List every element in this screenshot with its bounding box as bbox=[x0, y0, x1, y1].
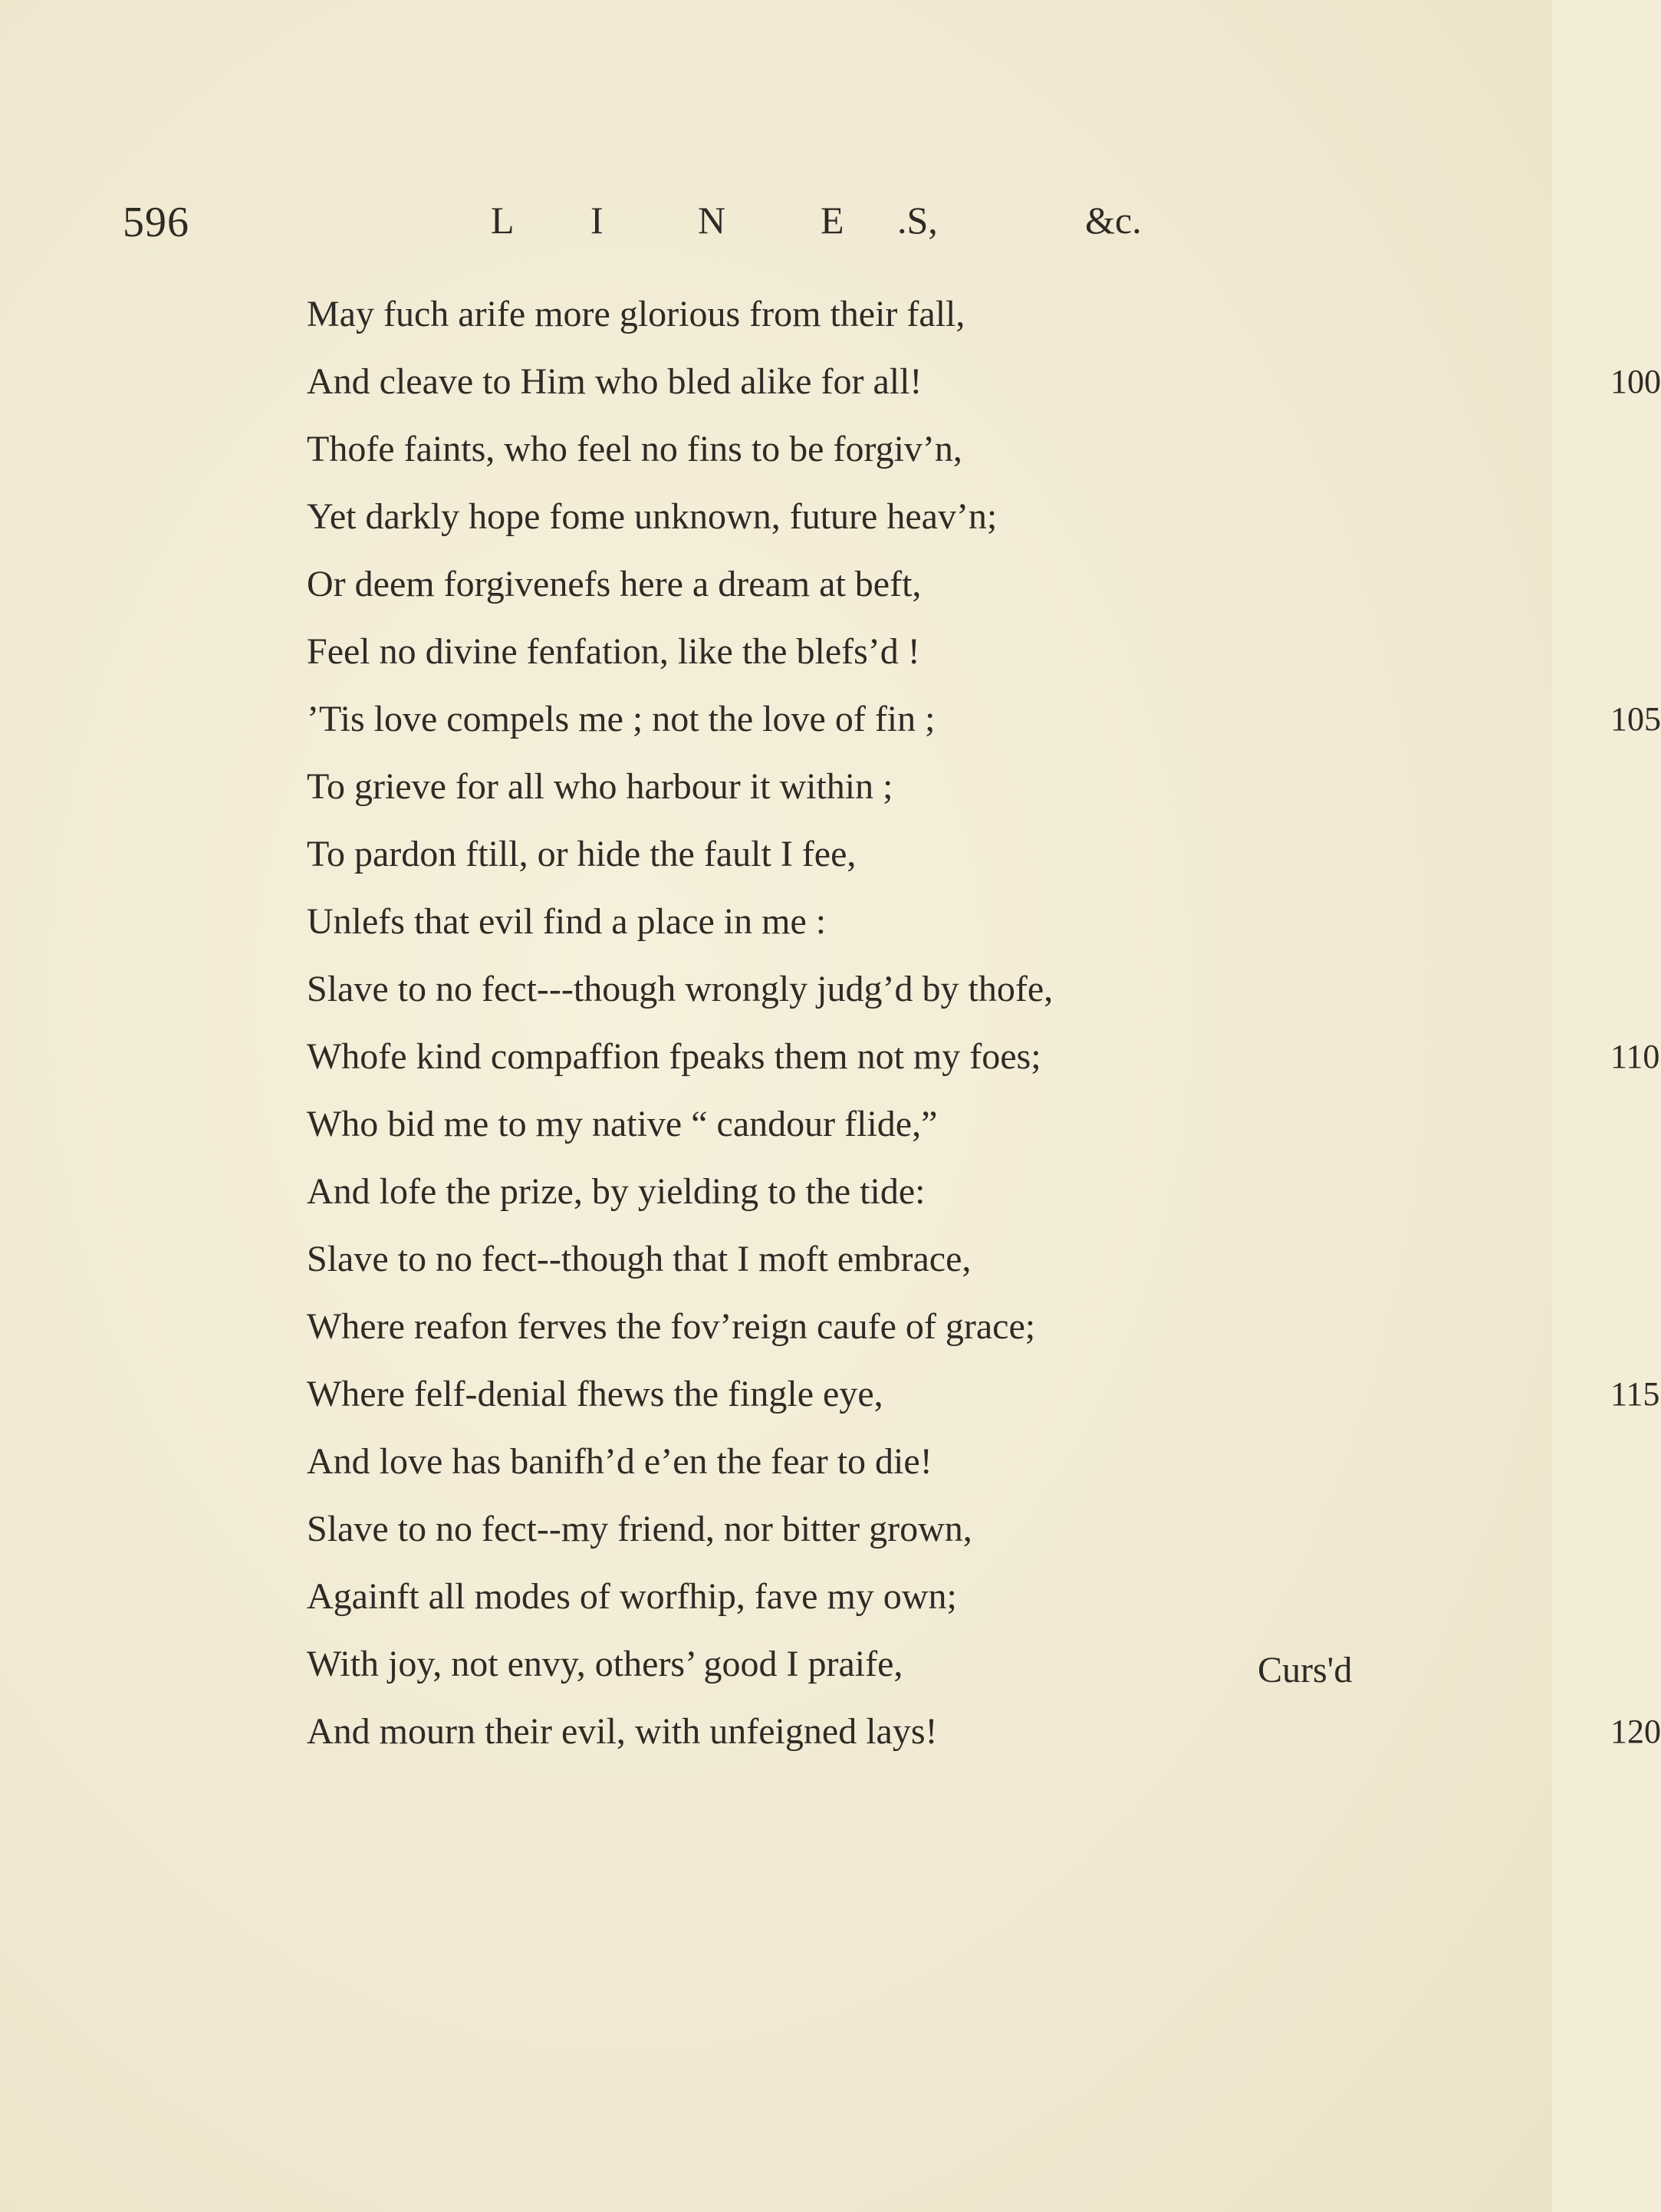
verse-line: ’Tis love compels me ; not the love of fin ; bbox=[307, 699, 936, 739]
verse-line: Slave to no fect--my friend, nor bitter grown, bbox=[307, 1509, 972, 1549]
verse-line: Where felf-denial fhews the fingle eye, bbox=[307, 1374, 883, 1414]
running-head bbox=[491, 198, 1173, 252]
verse-line: Slave to no fect--though that I moft embrace, bbox=[307, 1239, 972, 1279]
running-head-letter: I bbox=[590, 199, 604, 242]
running-head-letter: E bbox=[821, 199, 844, 242]
verse-line: And love has banifh’d e’en the fear to die! bbox=[307, 1441, 932, 1482]
catchword: Curs'd bbox=[1258, 1650, 1353, 1690]
verse-line: Thofe faints, who feel no fins to be forgiv’n, bbox=[307, 429, 962, 469]
verse-line: Unlefs that evil find a place in me : bbox=[307, 901, 827, 942]
line-number: 100 bbox=[1610, 363, 1661, 400]
line-number: 105 bbox=[1610, 700, 1661, 738]
running-head-letter: N bbox=[698, 199, 726, 242]
verse-line: Who bid me to my native “ candour flide,” bbox=[307, 1104, 938, 1144]
running-head-letter: .S, bbox=[897, 199, 938, 242]
running-head-letter: L bbox=[491, 199, 515, 242]
verse-line: Yet darkly hope fome unknown, future heav’n; bbox=[307, 496, 998, 537]
verse-line: And lofe the prize, by yielding to the tide: bbox=[307, 1171, 926, 1212]
verse-line: Feel no divine fenfation, like the blefs’d ! bbox=[307, 631, 920, 672]
line-number: 110 bbox=[1610, 1038, 1660, 1075]
verse-line: Againft all modes of worfhip, fave my own; bbox=[307, 1576, 957, 1617]
line-number: 115 bbox=[1610, 1375, 1660, 1413]
page-number: 596 bbox=[123, 199, 189, 246]
verse-line: May fuch arife more glorious from their fall, bbox=[307, 294, 965, 334]
verse-line: Or deem forgivenefs here a dream at beft, bbox=[307, 564, 922, 604]
verse-line: To grieve for all who harbour it within ; bbox=[307, 766, 893, 807]
verse-line: To pardon ftill, or hide the fault I fee, bbox=[307, 834, 857, 874]
verse-line: And mourn their evil, with unfeigned lays! bbox=[307, 1711, 938, 1752]
verse-line: With joy, not envy, others’ good I praife, bbox=[307, 1644, 903, 1684]
running-head-letter: &c. bbox=[1085, 199, 1142, 242]
verse-line: And cleave to Him who bled alike for all! bbox=[307, 361, 923, 402]
verse-line: Where reafon ferves the fov’reign caufe of grace; bbox=[307, 1306, 1036, 1347]
verse-line: Slave to no fect---though wrongly judg’d by thofe, bbox=[307, 969, 1054, 1009]
verse-line: Whofe kind compaffion fpeaks them not my foes; bbox=[307, 1036, 1041, 1077]
line-number: 120 bbox=[1610, 1713, 1661, 1750]
